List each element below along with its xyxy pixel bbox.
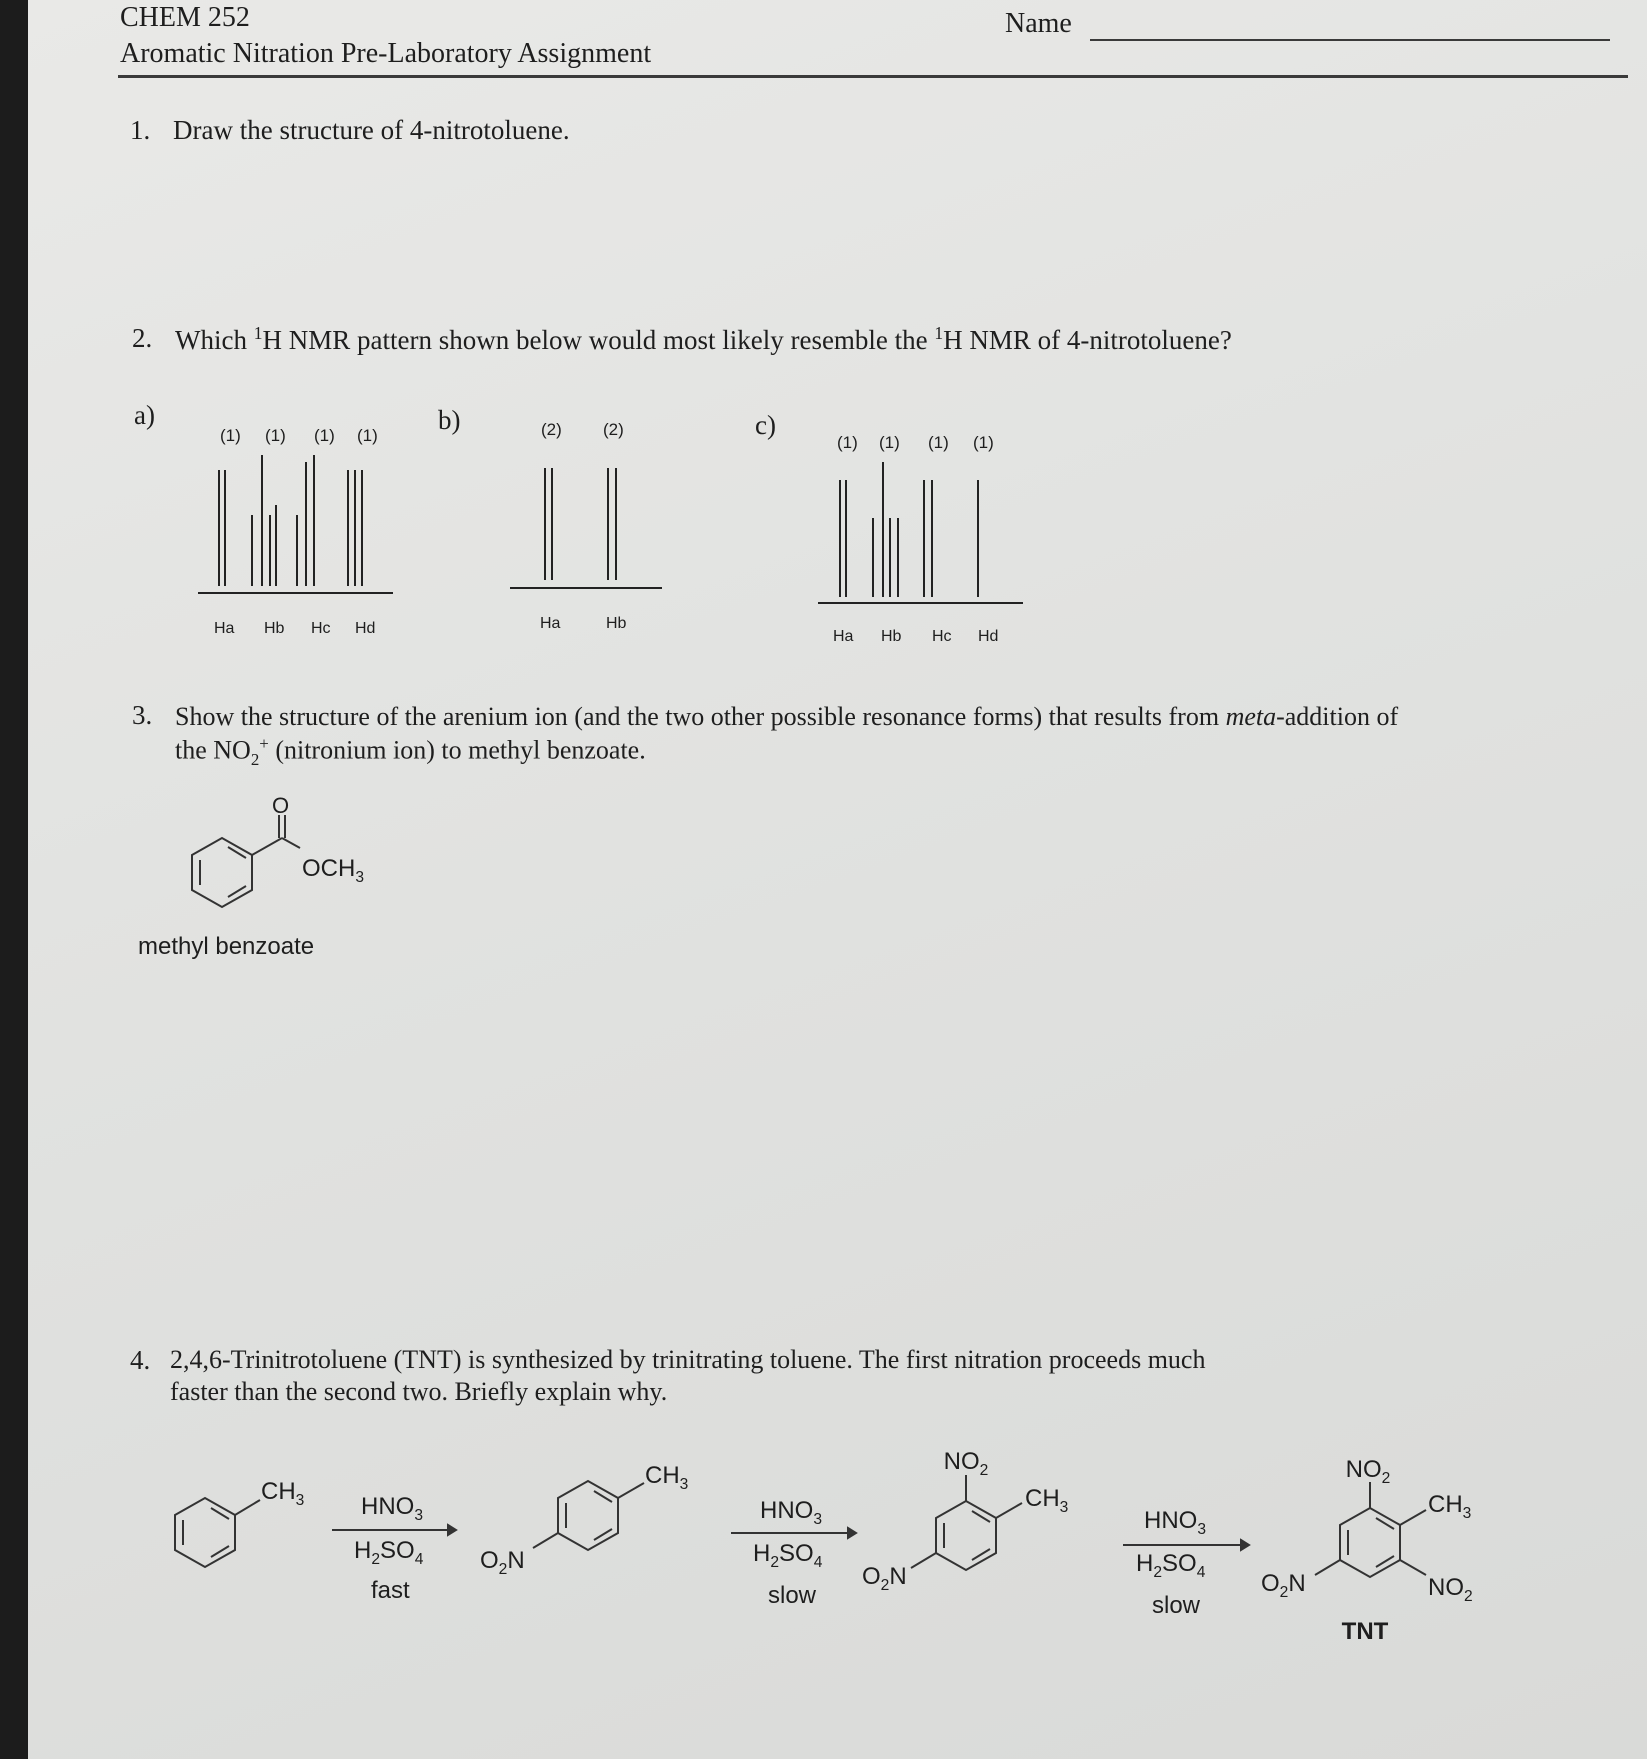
tnt-label: TNT — [1341, 1618, 1389, 1645]
spectrum-b-proton-a: Ha — [540, 615, 561, 632]
tnt-synthesis-scheme — [28, 0, 29, 1]
spectrum-a-integration-2: (1) — [265, 426, 286, 445]
carbonyl-oxygen: O — [272, 793, 290, 818]
header-rule — [118, 75, 1628, 78]
intermediate-1-ch3: $CH_3$ — [645, 1462, 689, 1493]
tnt-o2n: $O_2N$ — [1261, 1570, 1306, 1601]
q4-answer-space[interactable] — [168, 1660, 1568, 1750]
worksheet-page — [28, 0, 1647, 1759]
intermediate-2-no2: $NO_2$ — [943, 1448, 989, 1479]
q3-text-line2: the $NO_2^+$ (nitronium ion) to methyl benzoate. — [175, 734, 646, 769]
tnt-no2-right: $NO_2$ — [1428, 1574, 1473, 1605]
methoxy-group: $OCH_3$ — [302, 855, 365, 886]
q4-text-line1: 2,4,6-Trinitrotoluene (TNT) is synthesized by trinitrating toluene. The first nitration proceeds much — [170, 1345, 1206, 1374]
reagent-2-hno3: $HNO_3$ — [760, 1497, 823, 1528]
spectrum-c-proton-d: Hd — [978, 628, 999, 645]
option-b-label[interactable]: b) — [438, 405, 461, 435]
tnt-ch3: $CH_3$ — [1428, 1491, 1472, 1522]
option-c-label[interactable]: c) — [755, 410, 776, 440]
step-2-rate: slow — [768, 1582, 817, 1609]
spectrum-c-integration-4: (1) — [973, 433, 994, 452]
methyl-benzoate-caption: methyl benzoate — [138, 933, 315, 960]
q3-answer-space[interactable] — [388, 790, 1588, 1290]
spectrum-c-proton-b: Hb — [881, 628, 902, 645]
option-a-label[interactable]: a) — [134, 400, 155, 430]
q1-number: 1. — [130, 115, 151, 145]
q3-number: 3. — [132, 700, 153, 730]
spectrum-c-integration-1: (1) — [837, 433, 858, 452]
spectrum-a-proton-d: Hd — [355, 620, 376, 637]
q3-text-line1: Show the structure of the arenium ion (and the two other possible resonance forms) that results from meta-addition of — [175, 702, 1399, 731]
q1-answer-space[interactable] — [168, 165, 868, 315]
q2-number: 2. — [132, 323, 153, 353]
tnt-no2-top: $NO_2$ — [1345, 1456, 1391, 1487]
reagent-1-hno3: $HNO_3$ — [361, 1493, 424, 1524]
spectrum-a-integration-4: (1) — [357, 426, 378, 445]
course-code: CHEM 252 — [120, 2, 250, 33]
intermediate-2-o2n: $O_2N$ — [862, 1563, 907, 1594]
intermediate-2-ch3: $CH_3$ — [1025, 1485, 1069, 1516]
q4-number: 4. — [130, 1345, 151, 1375]
intermediate-1-o2n: $O_2N$ — [480, 1547, 525, 1578]
spectrum-c-integration-3: (1) — [928, 433, 949, 452]
step-1-rate: fast — [371, 1577, 410, 1604]
spectrum-b-proton-b: Hb — [606, 615, 627, 632]
q2-text: Which $^1$H NMR pattern shown below would most likely resemble the $^1$H NMR of 4-nitrotoluene? — [175, 323, 1232, 355]
spectrum-a-integration-1: (1) — [220, 426, 241, 445]
spectrum-b-integration-1: (2) — [541, 420, 562, 439]
spectrum-a-integration-3: (1) — [314, 426, 335, 445]
spectrum-a-proton-a: Ha — [214, 620, 235, 637]
spectrum-a-proton-b: Hb — [264, 620, 285, 637]
toluene-ch3: $CH_3$ — [261, 1478, 305, 1509]
spectrum-c-proton-c: Hc — [932, 628, 952, 645]
spectrum-c-integration-2: (1) — [879, 433, 900, 452]
spectrum-a-proton-c: Hc — [311, 620, 331, 637]
reagent-3-h2so4: $H_2SO_4$ — [1136, 1550, 1206, 1581]
spectrum-c-proton-a: Ha — [833, 628, 854, 645]
name-blank-line[interactable] — [1090, 39, 1610, 41]
spectrum-b-integration-2: (2) — [603, 420, 624, 439]
name-label: Name — [1005, 8, 1072, 39]
q1-text: Draw the structure of 4-nitrotoluene. — [173, 115, 570, 145]
reagent-3-hno3: $HNO_3$ — [1144, 1507, 1207, 1538]
q4-text-line2: faster than the second two. Briefly explain why. — [170, 1377, 668, 1406]
step-3-rate: slow — [1152, 1592, 1201, 1619]
reagent-2-h2so4: $H_2SO_4$ — [753, 1540, 823, 1571]
assignment-title: Aromatic Nitration Pre-Laboratory Assignment — [120, 38, 652, 69]
reagent-1-h2so4: $H_2SO_4$ — [354, 1537, 424, 1568]
